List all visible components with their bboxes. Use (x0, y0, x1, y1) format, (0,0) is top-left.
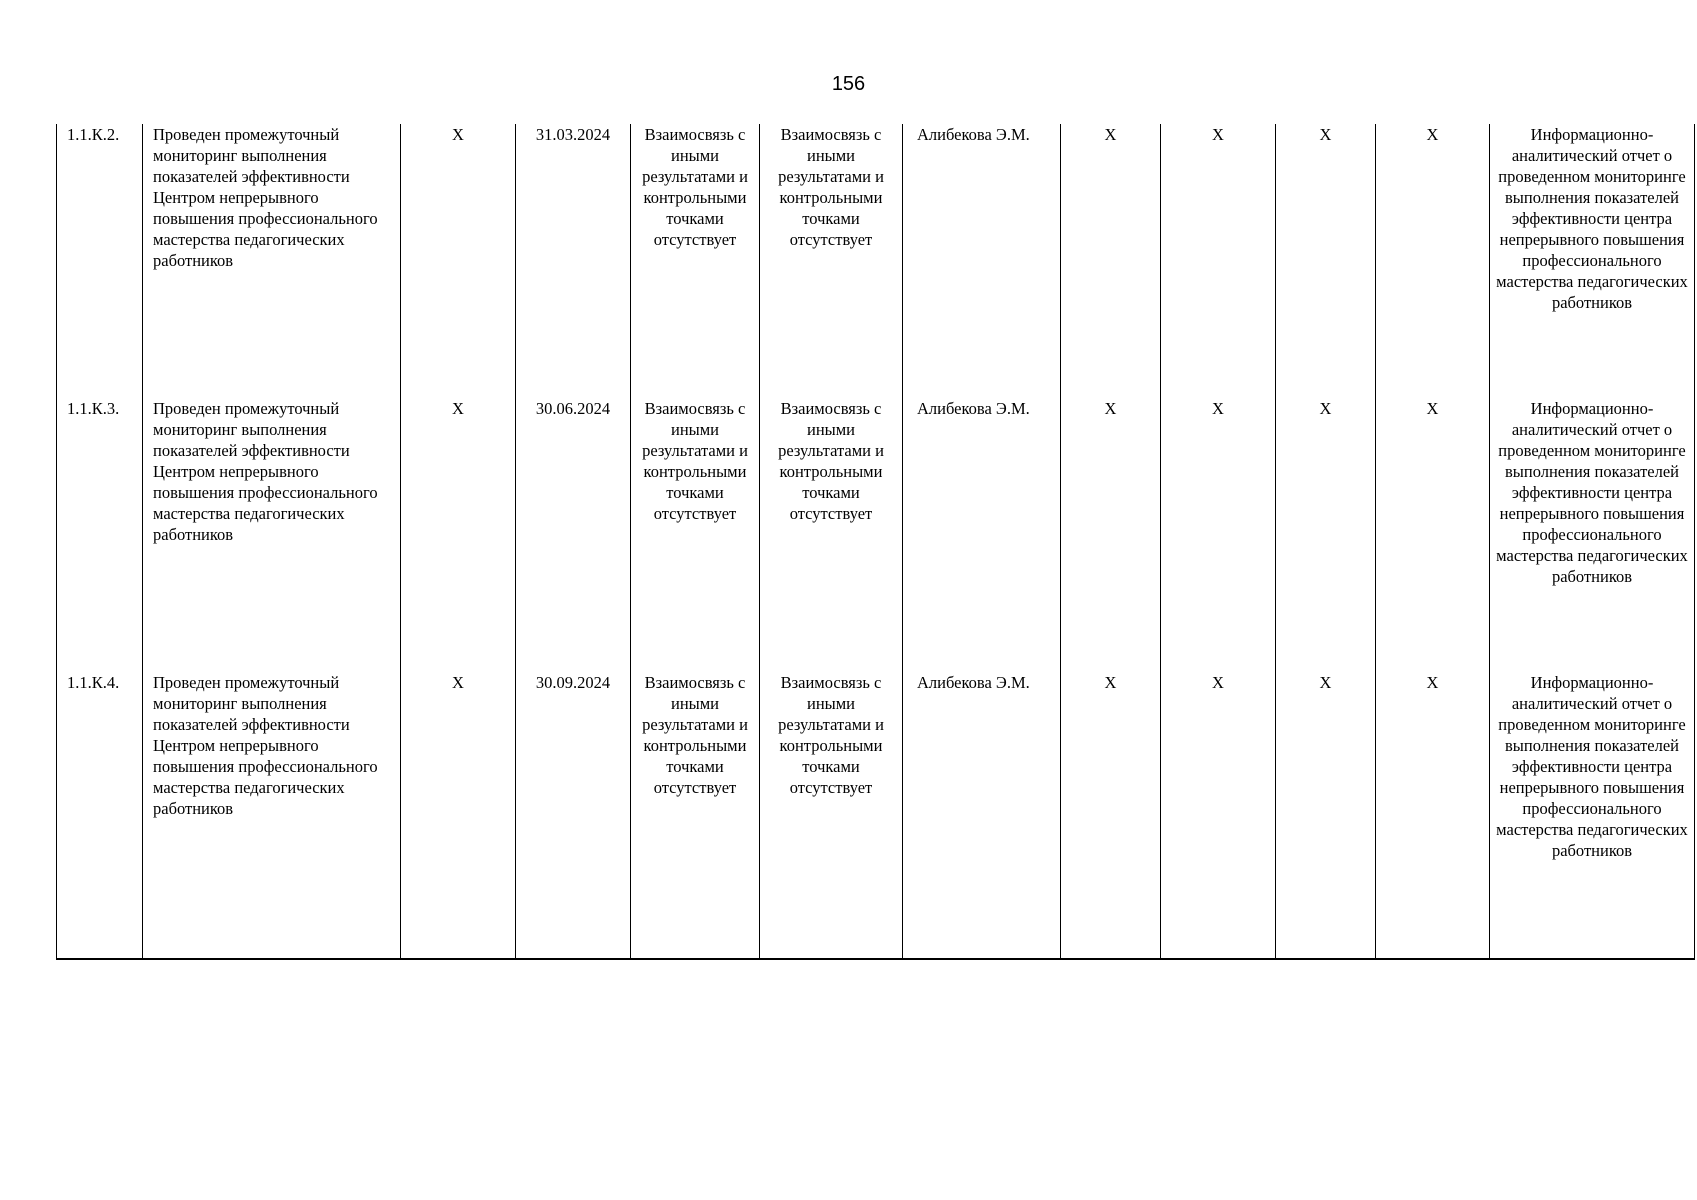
relation-cell: Взаимосвязь с иными результатами и контрольными точками отсутствует (631, 124, 760, 398)
confirming-document: Информационно-аналитический отчет о проведенном мониторинге выполнения показателей эффективности центра непрерывного повышения профессионального мастерства педагогических работников (1490, 398, 1695, 672)
mark-cell: X (1276, 672, 1376, 959)
control-point-number: 1.1.К.3. (57, 398, 143, 672)
mark-cell: X (401, 124, 516, 398)
responsible-person: Алибекова Э.М. (903, 398, 1061, 672)
relation-cell: Взаимосвязь с иными результатами и контрольными точками отсутствует (631, 672, 760, 959)
mark-cell: X (1061, 672, 1161, 959)
table-row (57, 124, 1695, 398)
confirming-document: Информационно-аналитический отчет о проведенном мониторинге выполнения показателей эффективности центра непрерывного повышения профессионального мастерства педагогических работников (1490, 672, 1695, 959)
relation-cell: Взаимосвязь с иными результатами и контрольными точками отсутствует (760, 398, 903, 672)
mark-cell: X (1161, 398, 1276, 672)
due-date: 30.09.2024 (516, 672, 631, 959)
control-point-number: 1.1.К.4. (57, 672, 143, 959)
due-date: 31.03.2024 (516, 124, 631, 398)
due-date: 30.06.2024 (516, 398, 631, 672)
mark-cell: X (401, 672, 516, 959)
mark-cell: X (1061, 124, 1161, 398)
relation-cell: Взаимосвязь с иными результатами и контрольными точками отсутствует (760, 672, 903, 959)
control-point-description: Проведен промежуточный мониторинг выполнения показателей эффективности Центром непрерывного повышения профессионального мастерства педагогических работников (143, 398, 401, 672)
relation-cell: Взаимосвязь с иными результатами и контрольными точками отсутствует (631, 398, 760, 672)
control-point-description: Проведен промежуточный мониторинг выполнения показателей эффективности Центром непрерывного повышения профессионального мастерства педагогических работников (143, 124, 401, 398)
responsible-person: Алибекова Э.М. (903, 672, 1061, 959)
mark-cell: X (1161, 672, 1276, 959)
mark-cell: X (1161, 124, 1276, 398)
mark-cell: X (1276, 124, 1376, 398)
table-row (57, 672, 1695, 959)
confirming-document: Информационно-аналитический отчет о проведенном мониторинге выполнения показателей эффективности центра непрерывного повышения профессионального мастерства педагогических работников (1490, 124, 1695, 398)
mark-cell: X (1061, 398, 1161, 672)
page-number: 156 (831, 73, 866, 95)
control-point-description: Проведен промежуточный мониторинг выполнения показателей эффективности Центром непрерывного повышения профессионального мастерства педагогических работников (143, 672, 401, 959)
mark-cell: X (1376, 124, 1490, 398)
mark-cell: X (401, 398, 516, 672)
mark-cell: X (1376, 672, 1490, 959)
control-points-table (56, 124, 1695, 960)
table-row (57, 398, 1695, 672)
mark-cell: X (1376, 398, 1490, 672)
mark-cell: X (1276, 398, 1376, 672)
relation-cell: Взаимосвязь с иными результатами и контрольными точками отсутствует (760, 124, 903, 398)
responsible-person: Алибекова Э.М. (903, 124, 1061, 398)
control-point-number: 1.1.К.2. (57, 124, 143, 398)
